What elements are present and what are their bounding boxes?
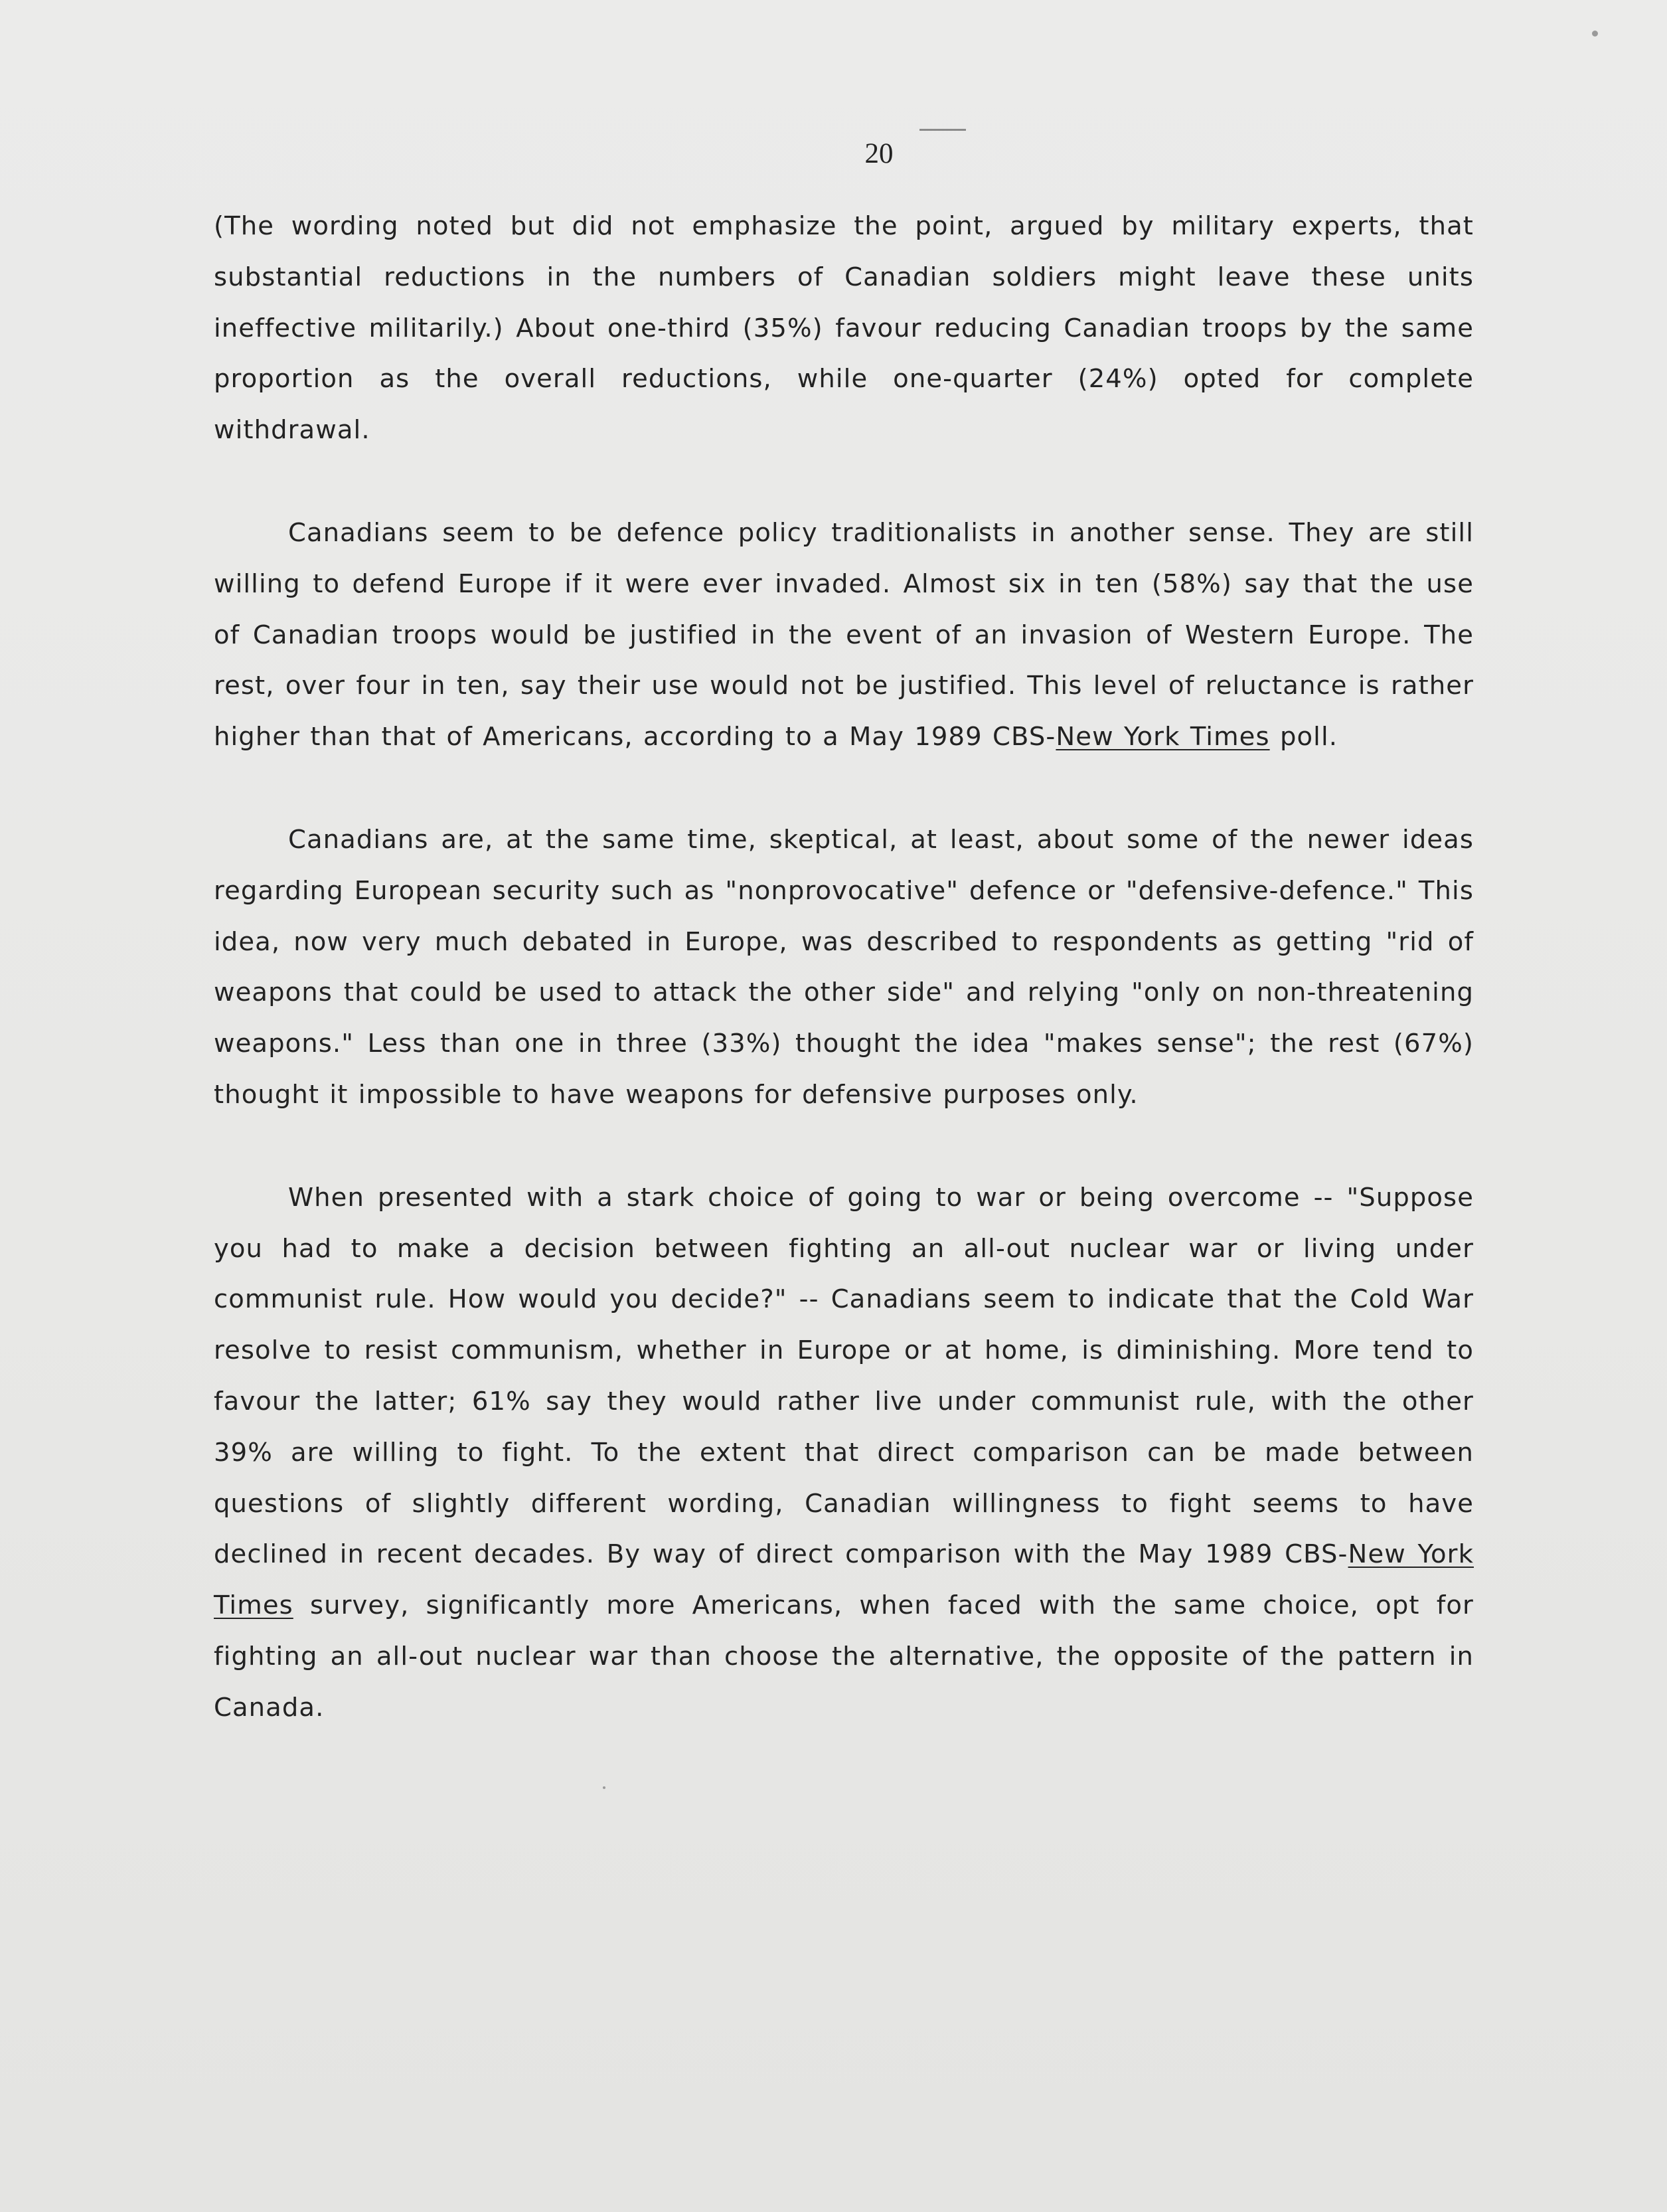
underlined-publication-title: New York Times <box>1056 722 1270 752</box>
paragraph-2 <box>214 508 1474 763</box>
paragraph-4 <box>214 1173 1474 1734</box>
scan-speck <box>603 1786 605 1789</box>
paragraph-text: When presented with a stark choice of going to war or being overcome -- "Suppose you had to make a decision between fighting an all-out nuclear war or living under communist rule. How would you decide?" -- Canadians seem to indicate that the Cold War resolve to resist communism, whether in Europe or at home, is diminishing. More tend to favour the latter; 61% say they would rather live under communist rule, with the other 39% are willing to fight. To the extent that direct comparison can be made between questions of slightly different wording, Canadian willingness to fight seems to have declined in recent decades. By way of direct comparison with the May 1989 CBS- <box>214 1182 1474 1570</box>
paragraph-1 <box>214 201 1474 456</box>
scan-speck <box>1592 31 1598 37</box>
header-rule <box>919 129 966 131</box>
paragraph-3 <box>214 815 1474 1121</box>
paragraph-text: survey, significantly more Americans, when faced with the same choice, opt for fighting an all-out nuclear war than choose the alternative, the opposite of the pattern in Canada. <box>214 1590 1474 1723</box>
paragraph-text: poll. <box>1269 722 1338 752</box>
paragraph-text: Canadians seem to be defence policy traditionalists in another sense. They are still willing to defend Europe if it were ever invaded. Almost six in ten (58%) say that the use of Canadian troops would be justified in the event of an invasion of Western Europe. The rest, over four in ten, say their use would not be justified. This level of reluctance is rather higher than that of Americans, according to a May 1989 CBS- <box>214 517 1474 752</box>
paragraph-text: Canadians are, at the same time, skeptical, at least, about some of the newer ideas regarding European security such as "nonprovocative" defence or "defensive-defence." This idea, now very much debated in Europe, was described to respondents as getting "rid of weapons that could be used to attack the other side" and relying "only on non-threatening weapons." Less than one in three (33%) thought the idea "makes sense"; the rest (67%) thought it impossible to have weapons for defensive purposes only. <box>214 824 1474 1110</box>
body-text <box>214 201 1474 1786</box>
underlined-publication-title: New York Times <box>214 1539 1474 1621</box>
paragraph-text: (The wording noted but did not emphasize the point, argued by military experts, that substantial reductions in the numbers of Canadian soldiers might leave these units ineffective militarily.) About one-third (35%) favour reducing Canadian troops by the same proportion as the overall reductions, while one-quarter (24%) opted for complete withdrawal. <box>214 211 1474 446</box>
page-number: 20 <box>864 138 894 169</box>
